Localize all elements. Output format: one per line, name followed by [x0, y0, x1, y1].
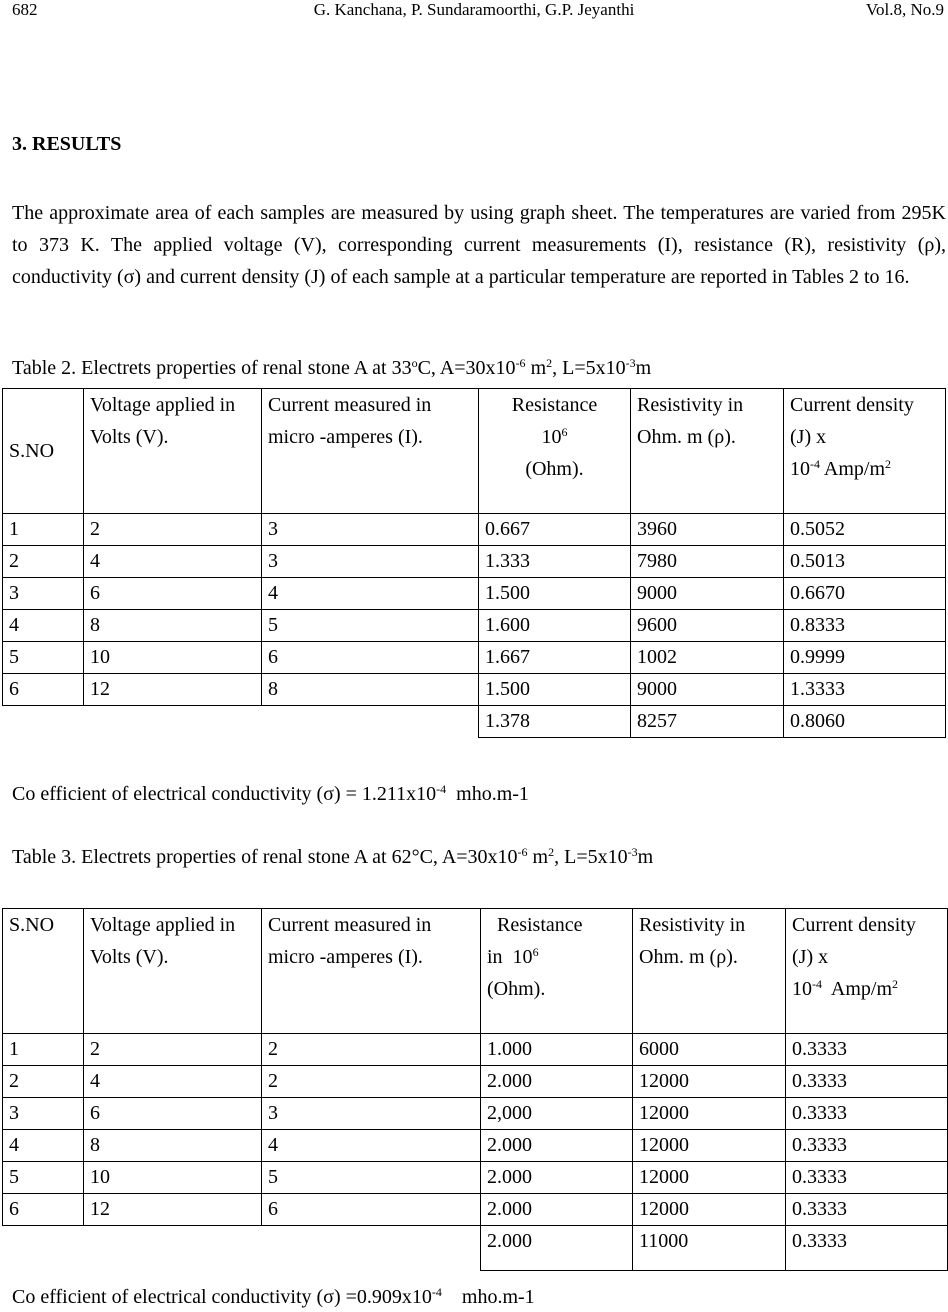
voltage-cell: 4 — [84, 546, 262, 578]
blank-cell — [3, 1226, 481, 1271]
sno-cell: 3 — [3, 578, 84, 610]
current-cell: 2 — [262, 1066, 481, 1098]
caption-sup: -3 — [625, 356, 636, 370]
header-voltage: Voltage applied in Volts (V). — [84, 909, 262, 1034]
resistivity-cell: 9000 — [631, 578, 784, 610]
table-row — [3, 578, 946, 610]
current-cell: 3 — [262, 546, 479, 578]
header-sno: S.NO — [3, 389, 84, 514]
voltage-cell: 12 — [84, 1194, 262, 1226]
caption-text: Table 2. Electrets properties of renal stone A at 33 — [12, 357, 412, 379]
caption-sup: 2 — [546, 356, 553, 370]
table-row — [3, 1066, 948, 1098]
average-current-density: 0.3333 — [786, 1226, 948, 1271]
section-heading: 3. RESULTS — [12, 133, 122, 155]
header-resistance: Resistance $10^6$ (Ohm). — [479, 389, 631, 514]
table3-coefficient: Co efficient of electrical conductivity $(\sigma) =0.909x10^{-4}$ mho.m-1 — [12, 1285, 535, 1308]
resistance-cell: 1.667 — [479, 642, 631, 674]
current-cell: 2 — [262, 1034, 481, 1066]
table-average-row — [3, 706, 946, 738]
sno-cell: 5 — [3, 1162, 84, 1194]
table-header-row — [3, 909, 948, 1034]
voltage-cell: 12 — [84, 674, 262, 706]
sno-cell: 6 — [3, 1194, 84, 1226]
average-resistivity: 11000 — [633, 1226, 786, 1271]
voltage-cell: 8 — [84, 610, 262, 642]
resistivity-cell: 12000 — [633, 1162, 786, 1194]
volume-issue: Vol.8, No.9 — [865, 0, 944, 19]
page-number: 682 — [12, 0, 38, 19]
resistance-cell: 2.000 — [481, 1162, 633, 1194]
resistivity-cell: 1002 — [631, 642, 784, 674]
table2-caption — [12, 357, 651, 380]
table-row — [3, 546, 946, 578]
resistivity-cell: 12000 — [633, 1130, 786, 1162]
table3 — [2, 908, 948, 1271]
current-cell: 5 — [262, 610, 479, 642]
current-density-cell: 0.3333 — [786, 1034, 948, 1066]
current-density-cell: 0.3333 — [786, 1162, 948, 1194]
current-density-cell: 0.5013 — [784, 546, 946, 578]
header-current-density: Current density (J) x $10^{-4}$ Amp/$m^2$ — [786, 909, 948, 1034]
header-resistivity: Resistivity in Ohm. m (ρ). — [631, 389, 784, 514]
resistance-cell: 1.000 — [481, 1034, 633, 1066]
current-density-cell: 0.3333 — [786, 1098, 948, 1130]
resistance-cell: 2.000 — [481, 1130, 633, 1162]
resistance-cell: 2,000 — [481, 1098, 633, 1130]
sno-cell: 6 — [3, 674, 84, 706]
current-density-cell: 0.8333 — [784, 610, 946, 642]
table-row — [3, 674, 946, 706]
average-current-density: 0.8060 — [784, 706, 946, 738]
running-header-authors: G. Kanchana, P. Sundaramoorthi, G.P. Jeyanthi — [313, 0, 635, 19]
voltage-cell: 4 — [84, 1066, 262, 1098]
blank-cell — [3, 706, 479, 738]
sno-cell: 4 — [3, 610, 84, 642]
voltage-cell: 2 — [84, 514, 262, 546]
table-row — [3, 514, 946, 546]
current-cell: 4 — [262, 578, 479, 610]
resistivity-cell: 12000 — [633, 1194, 786, 1226]
resistivity-cell: 7980 — [631, 546, 784, 578]
resistance-cell: 1.500 — [479, 578, 631, 610]
sno-cell: 1 — [3, 1034, 84, 1066]
current-cell: 8 — [262, 674, 479, 706]
header-sno: S.NO — [3, 909, 84, 1034]
resistivity-cell: 12000 — [633, 1066, 786, 1098]
current-density-cell: 0.6670 — [784, 578, 946, 610]
paragraph-text: The approximate area of each samples are measured by using graph sheet. The temperatures are varied from 295K to 373 K. The applied voltage (V), corresponding current measurements (I), resistance (R), resistivity (ρ), conductivity (σ) and current density (J) of each sample at a particular temperature are reported in Tables 2 to 16. — [12, 202, 946, 288]
current-density-cell: 0.9999 — [784, 642, 946, 674]
current-cell: 3 — [262, 1098, 481, 1130]
average-resistivity: 8257 — [631, 706, 784, 738]
table-average-row — [3, 1226, 948, 1271]
caption-text: , L=5x10 — [552, 357, 626, 379]
header-resistivity: Resistivity in Ohm. m (ρ). — [633, 909, 786, 1034]
resistivity-cell: 9000 — [631, 674, 784, 706]
sno-cell: 1 — [3, 514, 84, 546]
caption-sup: -6 — [515, 356, 526, 370]
current-cell: 6 — [262, 642, 479, 674]
header-current-density: Current density (J) x $10^{-4}$ Amp/$m^2$ — [784, 389, 946, 514]
voltage-cell: 2 — [84, 1034, 262, 1066]
resistance-cell: 1.333 — [479, 546, 631, 578]
header-current: Current measured in micro -amperes (I). — [262, 389, 479, 514]
table-row — [3, 642, 946, 674]
current-cell: 6 — [262, 1194, 481, 1226]
current-cell: 3 — [262, 514, 479, 546]
table-header-row — [3, 389, 946, 514]
resistivity-cell: 9600 — [631, 610, 784, 642]
caption-sup: o — [411, 356, 418, 370]
table-row — [3, 1162, 948, 1194]
current-density-cell: 0.5052 — [784, 514, 946, 546]
sno-cell: 5 — [3, 642, 84, 674]
resistance-cell: 2.000 — [481, 1194, 633, 1226]
resistance-cell: 1.600 — [479, 610, 631, 642]
header-resistance: Resistance in $10^6$ (Ohm). — [481, 909, 633, 1034]
table3-caption: Table 3. Electrets properties of renal stone A at 62°C, $A=30x10^{-6}$ $m^2$, $L=5x10^{-3}m$ — [12, 845, 654, 868]
voltage-cell: 6 — [84, 1098, 262, 1130]
caption-text: m — [525, 357, 547, 379]
voltage-cell: 10 — [84, 1162, 262, 1194]
voltage-cell: 8 — [84, 1130, 262, 1162]
voltage-cell: 6 — [84, 578, 262, 610]
average-resistance: 2.000 — [481, 1226, 633, 1271]
header-voltage: Voltage applied in Volts (V). — [84, 389, 262, 514]
average-resistance: 1.378 — [479, 706, 631, 738]
current-density-cell: 0.3333 — [786, 1130, 948, 1162]
current-density-cell: 0.3333 — [786, 1066, 948, 1098]
header-current: Current measured in micro -amperes (I). — [262, 909, 481, 1034]
sno-cell: 2 — [3, 1066, 84, 1098]
caption-text: m — [635, 357, 652, 379]
table2 — [2, 388, 946, 738]
resistance-cell: 1.500 — [479, 674, 631, 706]
voltage-cell: 10 — [84, 642, 262, 674]
table-row — [3, 1194, 948, 1226]
table-row — [3, 610, 946, 642]
caption-text: C, A=30x10 — [417, 357, 516, 379]
current-density-cell: 0.3333 — [786, 1194, 948, 1226]
table-row — [3, 1034, 948, 1066]
table2-coefficient: Co efficient of electrical conductivity $(\sigma) = 1.211x10^{-4}$ mho.m-1 — [12, 782, 529, 805]
current-density-cell: 1.3333 — [784, 674, 946, 706]
sno-cell: 2 — [3, 546, 84, 578]
resistivity-cell: 3960 — [631, 514, 784, 546]
body-paragraph — [12, 197, 946, 293]
current-cell: 4 — [262, 1130, 481, 1162]
sno-cell: 4 — [3, 1130, 84, 1162]
current-cell: 5 — [262, 1162, 481, 1194]
sno-cell: 3 — [3, 1098, 84, 1130]
table-row — [3, 1130, 948, 1162]
resistance-cell: 0.667 — [479, 514, 631, 546]
table-row — [3, 1098, 948, 1130]
resistivity-cell: 12000 — [633, 1098, 786, 1130]
resistivity-cell: 6000 — [633, 1034, 786, 1066]
resistance-cell: 2.000 — [481, 1066, 633, 1098]
